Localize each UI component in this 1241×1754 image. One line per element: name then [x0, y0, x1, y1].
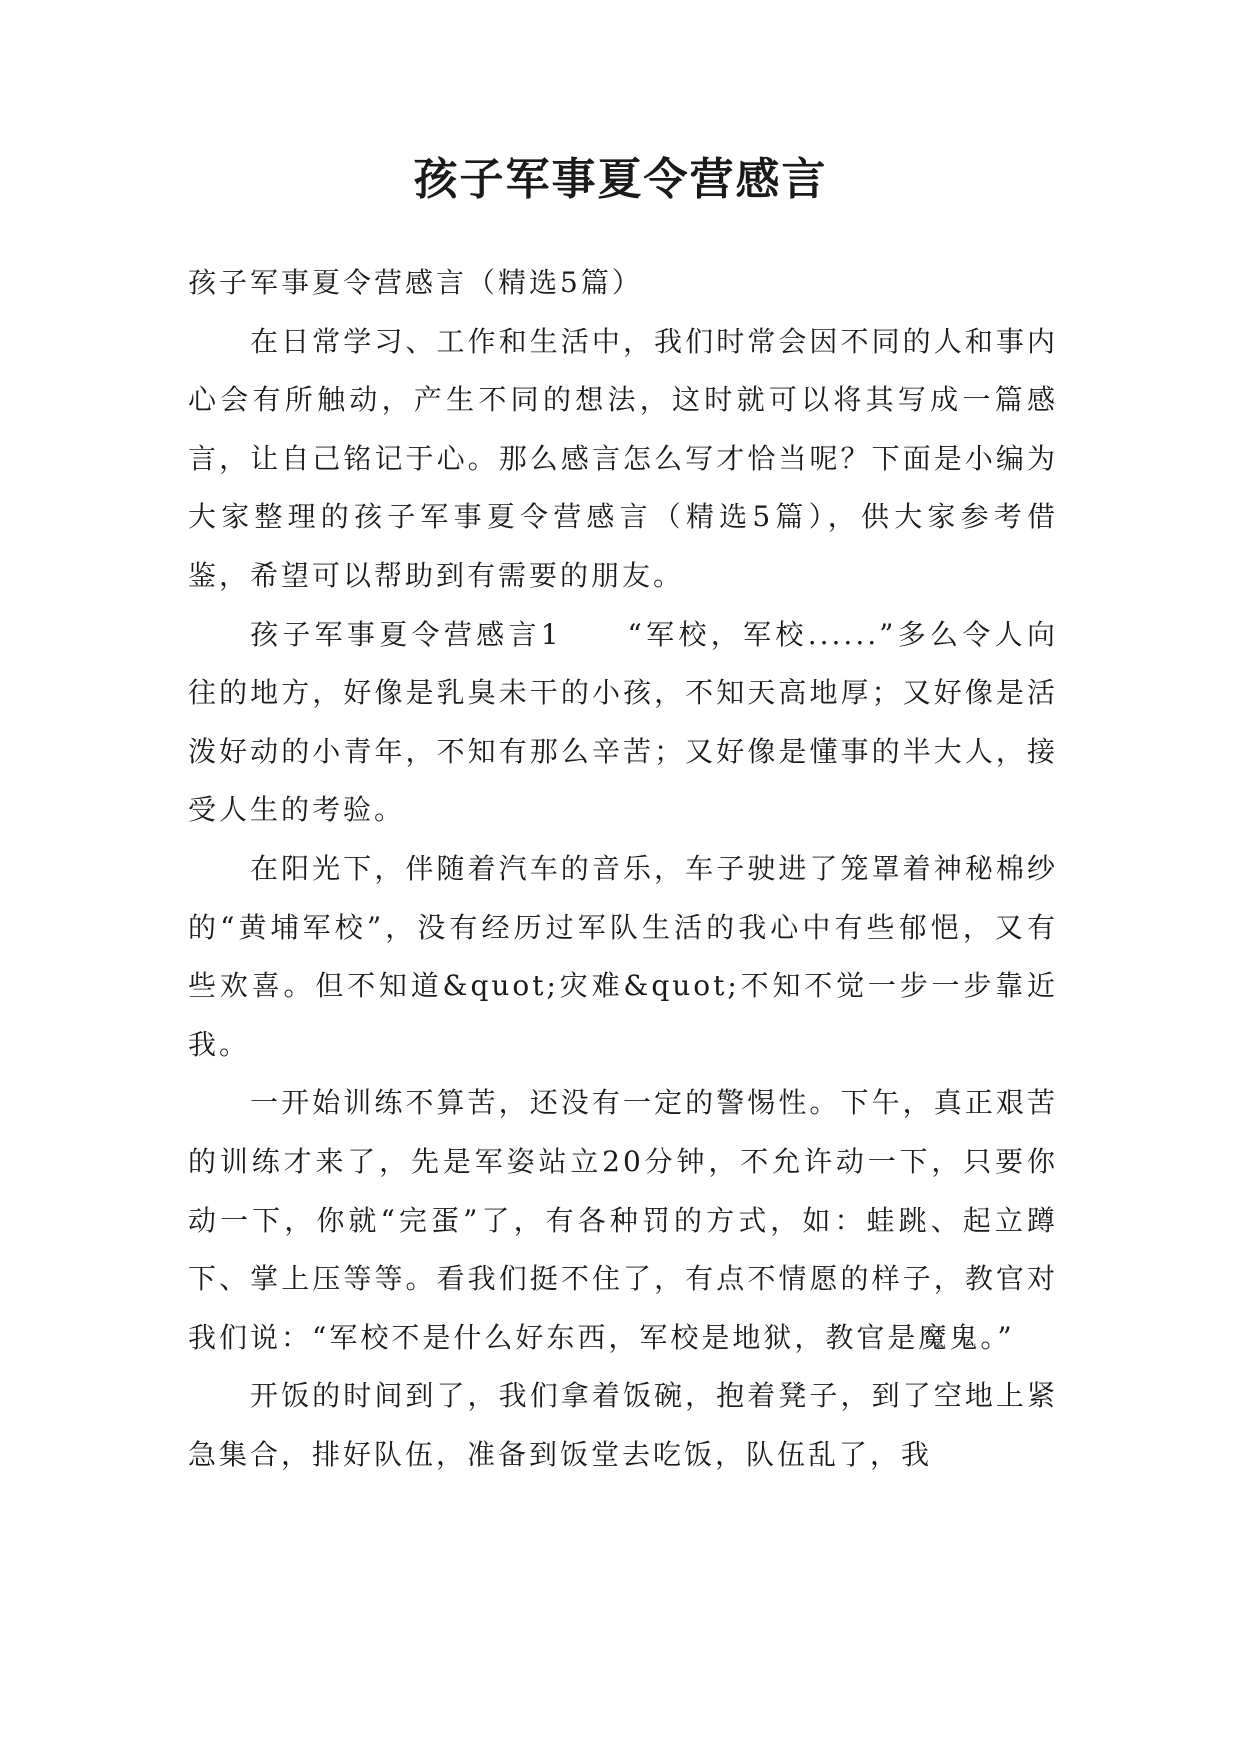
essay-1-paragraph-1: 孩子军事夏令营感言1 “军校，军校......”多么令人向往的地方，好像是乳臭未干的小孩，不知天高地厚；又好像是活泼好动的小青年，不知有那么辛苦；又好像是懂事的半大人，接受人生的考验。 [188, 617, 1058, 827]
document-body [188, 254, 1058, 1484]
document-title: 孩子军事夏令营感言 [413, 154, 828, 205]
essay-1-paragraph-4: 开饭的时间到了，我们拿着饭碗，抱着凳子，到了空地上紧急集合，排好队伍，准备到饭堂去吃饭，队伍乱了，我 [188, 1379, 1058, 1471]
subtitle-paragraph: 孩子军事夏令营感言（精选5篇） [188, 266, 643, 299]
essay-1-paragraph-3: 一开始训练不算苦，还没有一定的警惕性。下午，真正艰苦的训练才来了，先是军姿站立20分钟，不允许动一下，只要你动一下，你就“完蛋”了，有各种罚的方式，如：蛙跳、起立蹲下、掌上压等等。看我们挺不住了，有点不情愿的样子，教官对我们说：“军校不是什么好东西，军校是地狱，教官是魔鬼。” [188, 1086, 1058, 1354]
essay-1-paragraph-2: 在阳光下，伴随着汽车的音乐，车子驶进了笼罩着神秘棉纱的“黄埔军校”，没有经历过军队生活的我心中有些郁悒，又有些欢喜。但不知道&quot;灾难&quot;不知不觉一步一步靠近我。 [188, 851, 1058, 1061]
intro-paragraph: 在日常学习、工作和生活中，我们时常会因不同的人和事内心会有所触动，产生不同的想法，这时就可以将其写成一篇感言，让自己铭记于心。那么感言怎么写才恰当呢？下面是小编为大家整理的孩子军事夏令营感言（精选5篇），供大家参考借鉴，希望可以帮助到有需要的朋友。 [188, 324, 1058, 592]
